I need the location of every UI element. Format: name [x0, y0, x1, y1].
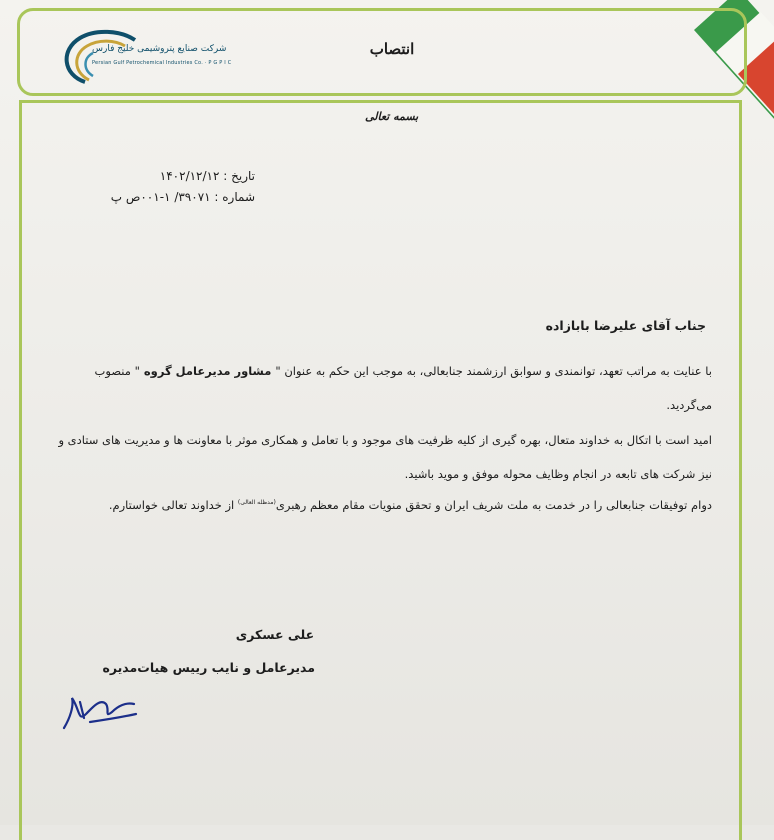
paragraph-text: با عنایت به مراتب تعهد، توانمندی و سوابق ارزشمند جنابعالی، به موجب این حکم به عنوان ": [275, 364, 712, 378]
handwritten-signature-icon: [60, 688, 140, 734]
company-name-english: Persian Gulf Petrochemical Industries Co. · P G P I C: [92, 60, 232, 66]
paragraph-text: از خداوند تعالی خواستارم.: [108, 497, 238, 512]
signatory-position: مدیرعامل و نایب رییس هیات‌مدیره: [102, 660, 315, 675]
appointment-role: مشاور مدیرعامل گروه: [139, 364, 276, 378]
besmele-heading: بسمه تعالی: [365, 110, 419, 123]
paragraph-hope: امید است با اتکال به خداوند متعال، بهره گیری از کلیه ظرفیت های موجود و با تعامل و همکاری موثر با معاونت ها و مدیریت های ستادی و نیز شرکت های تابعه در انجام وظایف محوله موفق و موید باشید.: [58, 433, 712, 481]
honorific-superscript: (مدظله العالی): [237, 499, 276, 506]
letter-number: شماره : ۳۹۰۷۱/ ۱-۰۰۱ص پ: [110, 190, 255, 204]
letter-date: تاریخ : ۱۴۰۲/۱۲/۱۲: [159, 169, 255, 183]
letter-meta: [95, 166, 255, 208]
letter-title: انتصاب: [369, 40, 415, 58]
paragraph-appointment: [47, 354, 712, 422]
signatory-name: علی عسکری: [235, 627, 315, 642]
paragraph-text: دوام توفیقات جنابعالی را در خدمت به ملت شریف ایران و تحقق منویات مقام معظم رهبری: [275, 497, 712, 512]
addressee: جناب آقای علیرضا بابازاده: [545, 318, 706, 333]
paragraph-closing: [47, 486, 712, 522]
company-name: شرکت صنایع پتروشیمی خلیج فارس: [92, 44, 227, 54]
paragraph-text: " منصوب می‌گردید.: [94, 364, 712, 412]
